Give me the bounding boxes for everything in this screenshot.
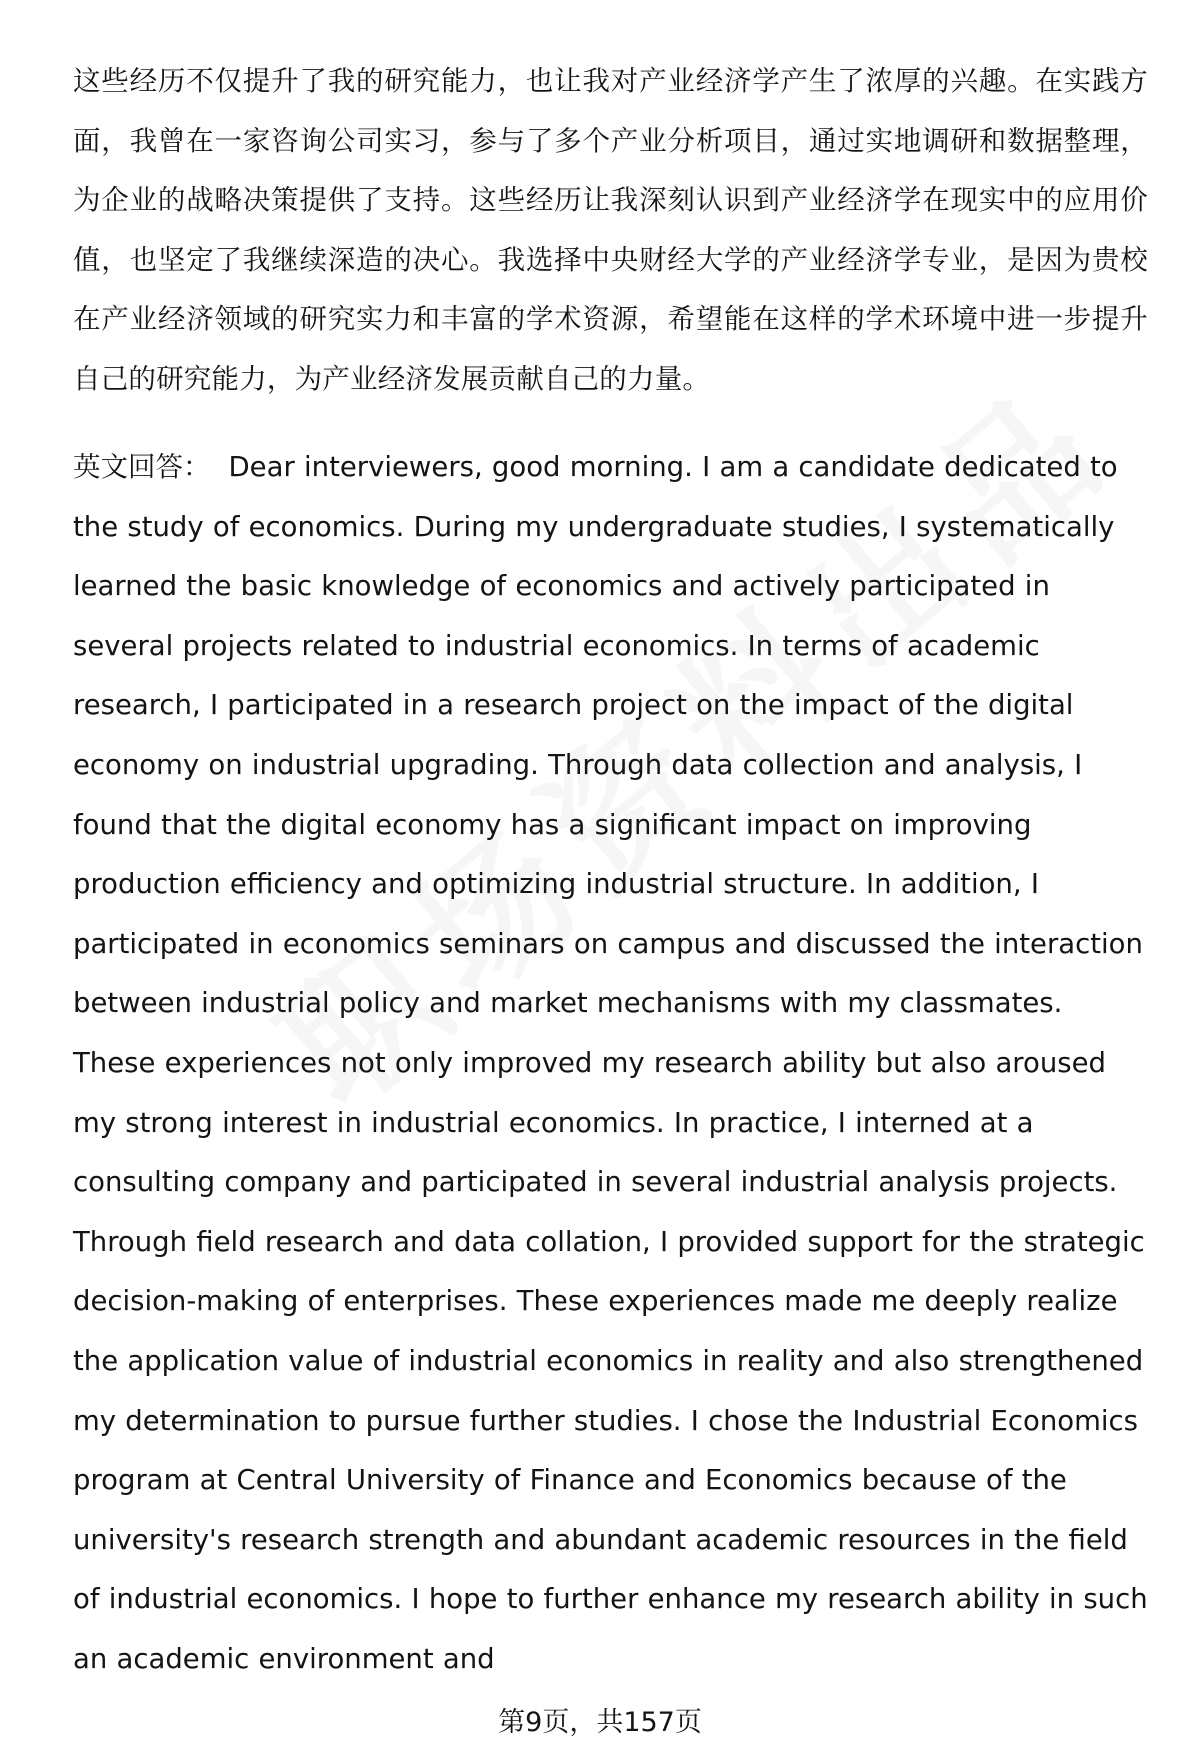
english-answer-label: 英文回答： (73, 451, 211, 483)
english-answer-text: Dear interviewers, good morning. I am a candidate dedicated to the study of economics. During my undergraduate studies, I systematically learned the basic knowledge of economics and actively participated in several projects related to industrial economics. In terms of academic research, I participated in a research project on the impact of the digital economy on industrial upgrading. Through data collection and analysis, I found that the digital economy has a significant impact on improving production efficiency and optimizing industrial structure. In addition, I participated in economics seminars on campus and discussed the interaction between industrial policy and market mechanisms with my classmates. These experiences not only improved my research ability but also aroused my strong interest in industrial economics. In practice, I interned at a consulting company and participated in several industrial analysis projects. Through field research and data collation, I provided support for the strategic decision-making of enterprises. These experiences made me deeply realize the application value of industrial economics in reality and also strengthened my determination to pursue further studies. I chose the Industrial Economics program at Central University of Finance and Economics because of the university's research strength and abundant academic resources in the field of industrial economics. I hope to further enhance my research ability in such an academic environment and (73, 451, 1148, 1675)
chinese-paragraph: 这些经历不仅提升了我的研究能力，也让我对产业经济学产生了浓厚的兴趣。在实践方面，我曾在一家咨询公司实习，参与了多个产业分析项目，通过实地调研和数据整理，为企业的战略决策提供了支持。这些经历让我深刻认识到产业经济学在现实中的应用价值，也坚定了我继续深造的决心。我选择中央财经大学的产业经济学专业，是因为贵校在产业经济领域的研究实力和丰富的学术资源，希望能在这样的学术环境中进一步提升自己的研究能力，为产业经济发展贡献自己的力量。 (73, 65, 1148, 395)
page-number: 第9页，共157页 (498, 1707, 702, 1738)
english-answer-paragraph (73, 438, 1148, 1689)
document-body (73, 52, 1148, 1689)
